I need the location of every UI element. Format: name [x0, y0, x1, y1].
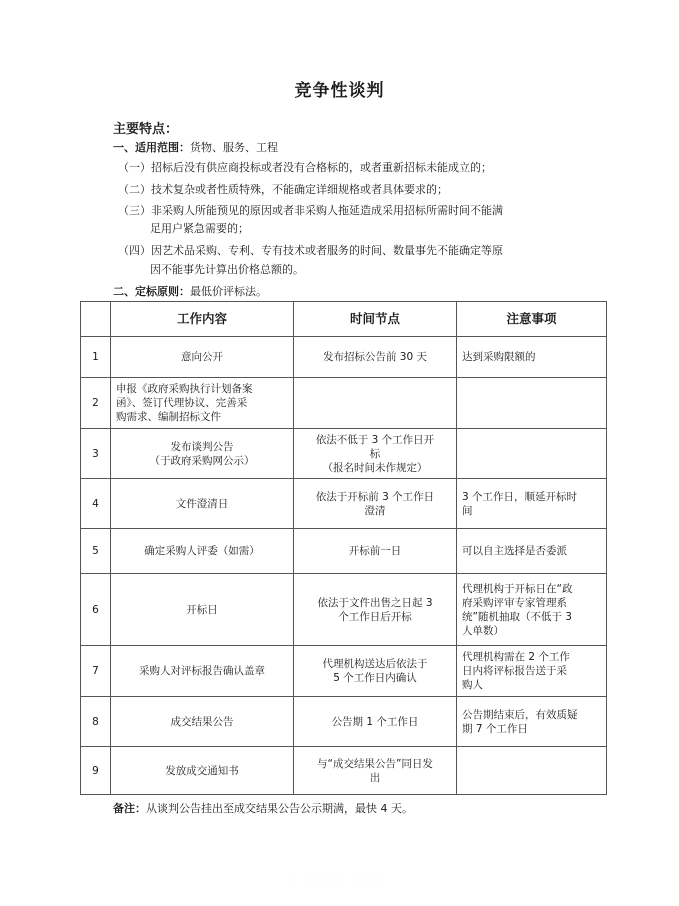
scope-item-line: （三）非采购人所能预见的原因或者非采购人拖延造成采用招标所需时间不能满 [118, 204, 503, 217]
cell-line: 公告期结束后，有效质疑 [462, 708, 578, 721]
scope-label: 一、适用范围： [113, 141, 190, 154]
row-note [457, 337, 607, 378]
principle-text: 最低价评标法。 [190, 285, 267, 298]
scope-text: 货物、服务、工程 [190, 141, 278, 154]
document-title: 竞争性谈判 [294, 81, 385, 101]
row-number: 8 [81, 697, 111, 747]
cell-line: 开标前一日 [348, 545, 402, 557]
row-note [457, 646, 607, 697]
cell-line: 个工作日后开标 [338, 610, 412, 623]
scope-item-line: （二）技术复杂或者性质特殊，不能确定详细规格或者具体要求的； [118, 183, 448, 196]
row-number: 7 [81, 646, 111, 697]
row-number: 5 [81, 529, 111, 574]
cell-line: 3 个工作日，顺延开标时 [462, 490, 578, 503]
cell-line: 5 个工作日内确认 [333, 672, 417, 684]
table-row [81, 378, 607, 429]
row-note [457, 429, 607, 479]
row-time [294, 429, 457, 479]
cell-line: 发放成交通知书 [165, 764, 239, 777]
row-number: 1 [81, 337, 111, 378]
scope-line [113, 141, 278, 155]
cell-line: 文件澄清日 [175, 497, 229, 510]
table-row [81, 747, 607, 795]
table-row [81, 429, 607, 479]
cell-line: 统”随机抽取（不低于 3 [462, 610, 572, 623]
row-number: 9 [81, 747, 111, 795]
cell-line: 确定采购人评委（如需） [144, 545, 260, 557]
row-content [111, 479, 294, 529]
principle-line [113, 285, 267, 299]
procedure-table [80, 301, 607, 795]
header-content: 工作内容 [111, 302, 294, 337]
cell-line: 间 [462, 504, 473, 517]
cell-line: 依法于开标前 3 个工作日 [315, 490, 435, 503]
cell-line: 澄清 [364, 504, 386, 517]
cell-line: 标 [369, 447, 381, 460]
row-time [294, 747, 457, 795]
cell-line: 府采购评审专家管理系 [462, 596, 567, 609]
scope-item-4 [118, 244, 503, 277]
remark-label: 备注： [113, 802, 146, 815]
cell-line: 人单数） [462, 624, 504, 637]
cell-line: 日内将评标报告送于采 [462, 665, 567, 677]
scope-item-line: （四）因艺术品采购、专利、专有技术或者服务的时间、数量事先不能确定等原 [118, 244, 503, 257]
table-row [81, 479, 607, 529]
features-heading: 主要特点： [113, 122, 179, 137]
row-content [111, 747, 294, 795]
cell-line: （报名时间未作规定） [322, 461, 428, 474]
row-time [294, 337, 457, 378]
cell-line: 代理机构送达后依法于 [322, 658, 428, 670]
cell-line: （于政府采购网公示） [149, 454, 255, 467]
cell-line: 出 [369, 771, 381, 784]
row-content [111, 429, 294, 479]
cell-line: 发布谈判公告 [170, 440, 234, 453]
row-time [294, 479, 457, 529]
scope-item-line: 因不能事先计算出价格总额的。 [150, 263, 304, 276]
row-time [294, 378, 457, 429]
cell-line: 发布招标公告前 30 天 [322, 351, 428, 363]
row-time [294, 574, 457, 646]
cell-line: 可以自主选择是否委派 [462, 545, 567, 557]
row-note [457, 529, 607, 574]
row-content [111, 378, 294, 429]
cell-line: 开标日 [186, 603, 218, 616]
row-number: 6 [81, 574, 111, 646]
row-content [111, 697, 294, 747]
header-note: 注意事项 [457, 302, 607, 337]
row-note [457, 378, 607, 429]
remark [113, 800, 413, 816]
scope-item-1 [118, 161, 492, 175]
row-time [294, 697, 457, 747]
table-row [81, 574, 607, 646]
cell-line: 购人 [462, 679, 483, 691]
scope-item-3 [118, 204, 503, 236]
remark-text: 从谈判公告挂出至成交结果公告公示期满，最快 4 天。 [146, 802, 413, 815]
row-number: 4 [81, 479, 111, 529]
row-note [457, 697, 607, 747]
row-note [457, 574, 607, 646]
row-note [457, 747, 607, 795]
principle-label: 二、定标原则： [113, 285, 190, 298]
row-content [111, 574, 294, 646]
table-row [81, 646, 607, 697]
header-num [81, 302, 111, 337]
scope-item-line: 足用户紧急需要的； [150, 222, 249, 235]
cell-line: 与“成交结果公告”同日发 [317, 757, 433, 770]
cell-line: 意向公开 [181, 351, 223, 363]
cell-line: 函》、签订代理协议、完善采 [116, 397, 248, 409]
table-header-row [81, 302, 607, 337]
cell-line: 成交结果公告 [170, 715, 234, 728]
row-note [457, 479, 607, 529]
row-number: 2 [81, 378, 111, 429]
cell-line: 期 7 个工作日 [462, 722, 528, 735]
cell-line: 依法于文件出售之日起 3 [317, 596, 433, 609]
row-content [111, 529, 294, 574]
row-content [111, 337, 294, 378]
row-content [111, 646, 294, 697]
scope-item-2 [118, 183, 448, 197]
cell-line: 购需求、编制招标文件 [116, 411, 221, 423]
table-row [81, 337, 607, 378]
watermark: · · · · · · · · · · [293, 876, 386, 886]
cell-line: 代理机构需在 2 个工作 [462, 651, 570, 663]
row-time [294, 646, 457, 697]
cell-line: 公告期 1 个工作日 [331, 715, 419, 728]
cell-line: 依法不低于 3 个工作日开 [315, 433, 435, 446]
scope-item-line: （一）招标后没有供应商投标或者没有合格标的，或者重新招标未能成立的； [118, 161, 492, 174]
cell-line: 代理机构于开标日在“政 [462, 582, 573, 595]
cell-line: 采购人对评标报告确认盖章 [139, 665, 265, 677]
table-row [81, 697, 607, 747]
row-number: 3 [81, 429, 111, 479]
table-row [81, 529, 607, 574]
cell-line: 达到采购限额的 [462, 351, 536, 363]
row-time [294, 529, 457, 574]
header-time: 时间节点 [294, 302, 457, 337]
cell-line: 申报《政府采购执行计划备案 [116, 383, 253, 395]
